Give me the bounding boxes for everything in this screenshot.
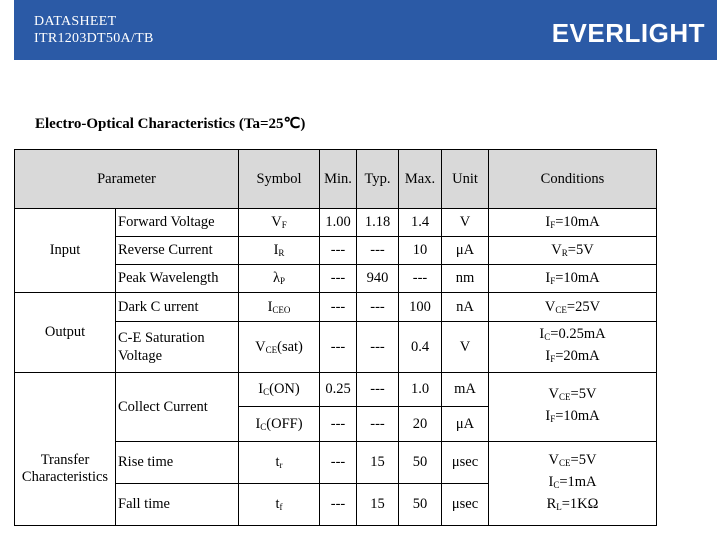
unit-cell: μsec [442, 442, 489, 484]
symbol-cell: $I_R$ [239, 237, 320, 265]
param-cell: C-E Saturation Voltage [116, 322, 239, 373]
group-transfer: Transfer Characteristics [15, 373, 116, 526]
header-conditions: Conditions [489, 150, 657, 209]
min-cell: --- [320, 293, 357, 322]
conditions-cell: $V_{CE}=5V$ $I_F=10mA$ [489, 373, 657, 442]
table-row [15, 373, 657, 407]
typ-cell: --- [357, 407, 399, 442]
header-symbol: Symbol [239, 150, 320, 209]
symbol-cell: $I_C(ON)$ [239, 373, 320, 407]
group-output: Output [15, 293, 116, 373]
max-cell: 0.4 [399, 322, 442, 373]
typ-cell: --- [357, 373, 399, 407]
unit-cell: μA [442, 237, 489, 265]
typ-cell: --- [357, 237, 399, 265]
max-cell: 1.4 [399, 209, 442, 237]
section-title: Electro-Optical Characteristics (Ta=25℃) [35, 116, 306, 132]
group-input: Input [15, 209, 116, 293]
conditions-cell: $I_F=10mA$ [489, 265, 657, 293]
symbol-cell: $V_F$ [239, 209, 320, 237]
conditions-cell: $V_R=5V$ [489, 237, 657, 265]
param-cell: Peak Wavelength [116, 265, 239, 293]
max-cell: 1.0 [399, 373, 442, 407]
datasheet-label: DATASHEET [34, 14, 117, 29]
unit-cell: mA [442, 373, 489, 407]
unit-cell: nA [442, 293, 489, 322]
symbol-cell: $\lambda_P$ [239, 265, 320, 293]
typ-cell: 940 [357, 265, 399, 293]
unit-cell: V [442, 322, 489, 373]
brand-logo: EVERLIGHT [551, 18, 705, 48]
param-cell: Reverse Current [116, 237, 239, 265]
part-number: ITR1203DT50A/TB [34, 31, 154, 46]
typ-cell: --- [357, 293, 399, 322]
min-cell: --- [320, 407, 357, 442]
min-cell: --- [320, 484, 357, 526]
header-unit: Unit [442, 150, 489, 209]
header-max: Max. [399, 150, 442, 209]
param-cell: Rise time [116, 442, 239, 484]
min-cell: 0.25 [320, 373, 357, 407]
min-cell: 1.00 [320, 209, 357, 237]
header-parameter: Parameter [15, 150, 239, 209]
symbol-cell: $I_{CEO}$ [239, 293, 320, 322]
conditions-cell: $I_F=10mA$ [489, 209, 657, 237]
symbol-cell: $t_f$ [239, 484, 320, 526]
table-row [15, 209, 657, 237]
typ-cell: --- [357, 322, 399, 373]
conditions-cell: $V_{CE}=5V$ $I_C=1mA$ $R_L=1K\Omega$ [489, 442, 657, 526]
min-cell: --- [320, 322, 357, 373]
unit-cell: nm [442, 265, 489, 293]
conditions-cell: $V_{CE}=25V$ [489, 293, 657, 322]
unit-cell: μA [442, 407, 489, 442]
typ-cell: 15 [357, 442, 399, 484]
unit-cell: V [442, 209, 489, 237]
param-cell: Dark C urrent [116, 293, 239, 322]
table-row [15, 293, 657, 322]
max-cell: 100 [399, 293, 442, 322]
conditions-cell: $I_C=0.25mA$ $I_F=20mA$ [489, 322, 657, 373]
symbol-cell: $I_C(OFF)$ [239, 407, 320, 442]
max-cell: 50 [399, 484, 442, 526]
unit-cell: μsec [442, 484, 489, 526]
header-row [15, 150, 657, 209]
characteristics-table [14, 149, 657, 526]
document-header [14, 0, 717, 60]
param-cell: Forward Voltage [116, 209, 239, 237]
typ-cell: 15 [357, 484, 399, 526]
header-typ: Typ. [357, 150, 399, 209]
min-cell: --- [320, 265, 357, 293]
param-cell: Collect Current [116, 373, 239, 442]
typ-cell: 1.18 [357, 209, 399, 237]
symbol-cell: $t_r$ [239, 442, 320, 484]
max-cell: 50 [399, 442, 442, 484]
header-min: Min. [320, 150, 357, 209]
max-cell: 10 [399, 237, 442, 265]
min-cell: --- [320, 237, 357, 265]
min-cell: --- [320, 442, 357, 484]
param-cell: Fall time [116, 484, 239, 526]
max-cell: 20 [399, 407, 442, 442]
symbol-cell: $V_{CE}(sat)$ [239, 322, 320, 373]
max-cell: --- [399, 265, 442, 293]
